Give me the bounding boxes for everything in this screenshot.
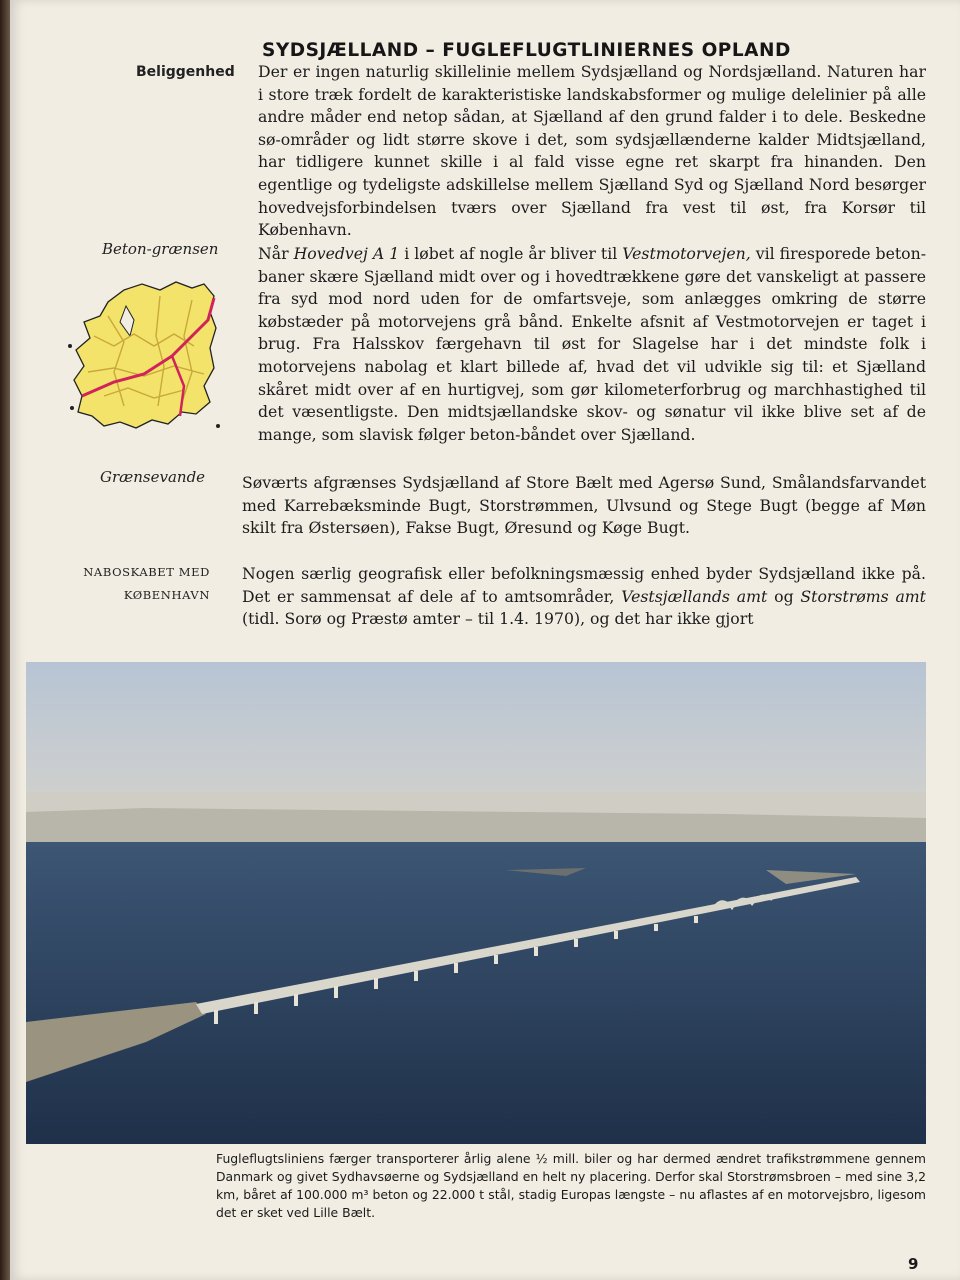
italic-term-hovedvej: Hovedvej A 1 bbox=[293, 244, 400, 263]
page-number: 9 bbox=[908, 1255, 919, 1273]
book-spine bbox=[0, 0, 10, 1280]
paragraph-naboskabet bbox=[242, 563, 926, 631]
paragraph-text: i løbet af nogle år bliver til bbox=[399, 244, 623, 263]
side-label-graensevande: Grænsevande bbox=[100, 468, 206, 486]
italic-term-vestsjaellands-amt: Vestsjællands amt bbox=[621, 586, 768, 606]
side-label-beliggenhed: Beliggenhed bbox=[136, 64, 235, 80]
side-label-naboskabet-line2: KØBENHAVN bbox=[123, 588, 210, 602]
side-label-beton-graensen: Beton-grænsen bbox=[102, 240, 219, 258]
italic-term-storstroems-amt: Storstrøms amt bbox=[800, 586, 926, 606]
bridge-photo bbox=[26, 662, 926, 1144]
photo-caption: Fugleflugtsliniens færger transporterer årlig alene ½ mill. biler og har dermed ændret trafikstrømmene gennem Danmark og givet Sydhavsøerne og Sydsjælland en helt ny placering. Derfor skal Storstrømsbroen – med sine 3,2 km, båret af 100.000 m³ beton og 22.000 t stål, stadig Europas længste – nu aflastes af en motorvejsbro, ligesom det er sket ved Lille Bælt. bbox=[216, 1151, 926, 1220]
page-title: SYDSJÆLLAND – FUGLEFLUGTLINIERNES OPLAND bbox=[262, 40, 791, 61]
italic-term-vestmotorvejen: Vestmotorvejen, bbox=[622, 244, 751, 263]
paragraph-text: Nogen særlig geografisk eller befolkningsmæssig enhed byder Sydsjælland ikke på. Det er sammensat af dele af to amtsområder, bbox=[242, 564, 926, 606]
paragraph-text: og bbox=[767, 586, 801, 606]
paragraph-text: vil firesporede beton-baner skære Sjælland midt over og i hovedtrækkene gøre det vanskeligt at passere fra syd mod nord uden for de omfartsveje, som anlægges omkring de større købstæder på motorvejens grå bånd. Enkelte afsnit af Vestmotorvejen er taget i brug. Fra Halsskov færgehavn til øst for Slagelse har i det mindste folk i motorvejens nabolag et klart billede af, hvad det vil udvikle sig til: et Sjælland skåret midt over af en hurtigvej, som gør kilometerforbrug og marchhastighed til det væsentligste. Den midtsjællandske skov- og sønatur vil ikke blive set af de mange, som slavisk følger beton-båndet over Sjælland. bbox=[258, 244, 927, 444]
paragraph-beliggenhed: Der er ingen naturlig skillelinie mellem Sydsjælland og Nordsjælland. Naturen har i store træk fordelt de karakteristiske landskabsformer og mulige delelinier på alle andre måder end netop sådan, at Sjælland af den grund falder i to dele. Beskedne sø-områder og lidt større skove i det, som sydsjællænderne kalder Midtsjælland, har tidligere kunnet skille i al fald visse egne ret skarpt fra hinanden. Den egentlige og tydeligste adskillelse mellem Sjælland Syd og Sjælland Nord besørger hovedvejsforbindelsen tværs over Sjælland fra vest til øst, fra Korsør til København. bbox=[258, 62, 926, 240]
zealand-map-icon bbox=[64, 276, 224, 446]
paragraph-text: Når bbox=[258, 244, 294, 263]
side-label-naboskabet-line1: NABOSKABET MED bbox=[83, 565, 210, 579]
paragraph-text: (tidl. Sorø og Præstø amter – til 1.4. 1970), og det har ikke gjort bbox=[242, 609, 754, 629]
paragraph-graensevande: Søværts afgrænses Sydsjælland af Store Bælt med Agersø Sund, Smålandsfarvandet med Karrebæksminde Bugt, Storstrømmen, Ulvsund og Stege Bugt (begge af Møn skilt fra Østersøen), Fakse Bugt, Øresund og Køge Bugt. bbox=[242, 473, 926, 538]
paragraph-beton-graensen bbox=[258, 243, 926, 446]
